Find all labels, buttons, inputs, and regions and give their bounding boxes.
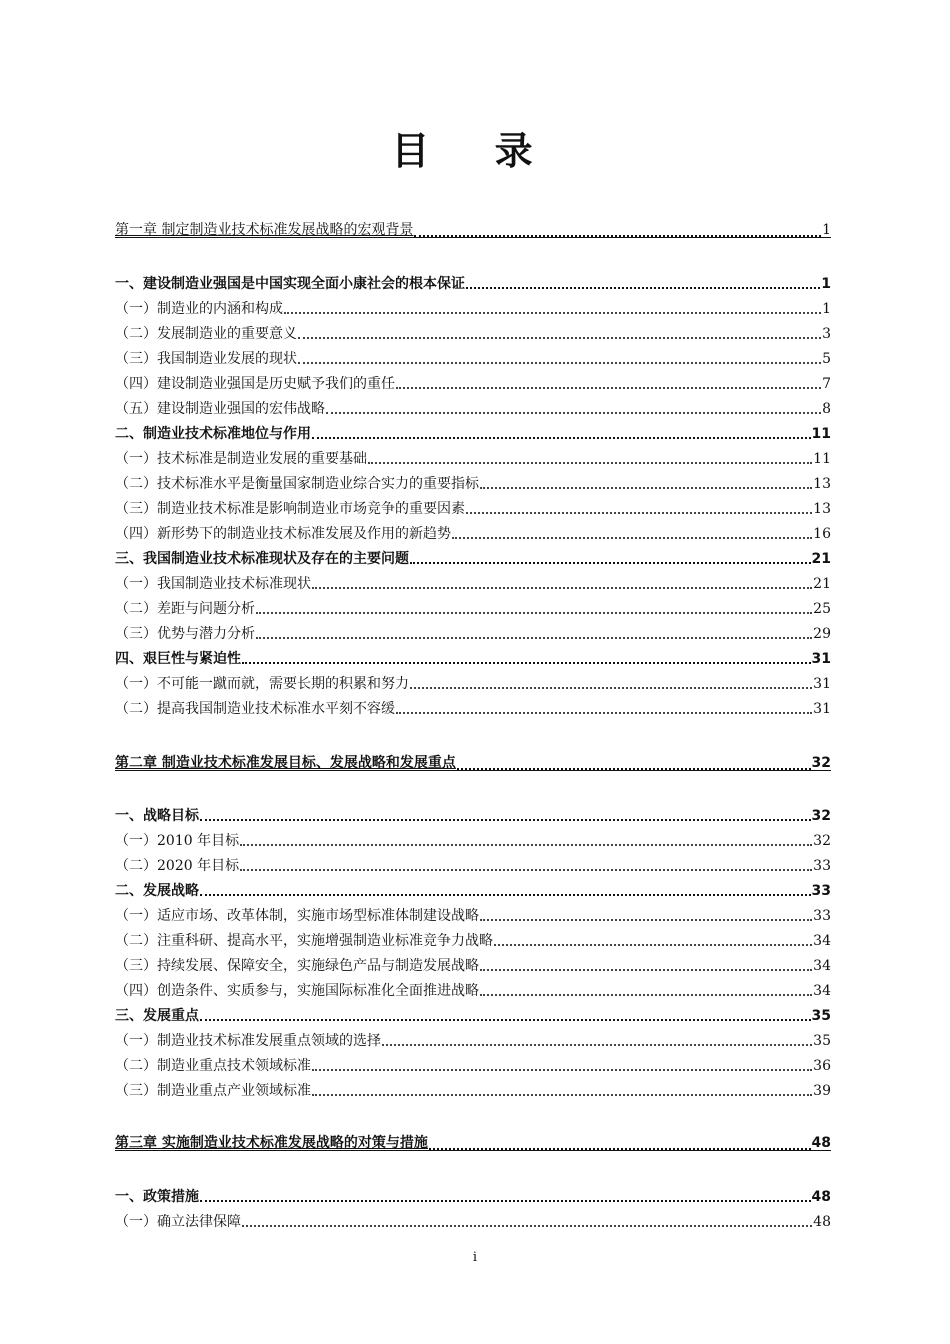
toc-leader-dots [410, 687, 812, 689]
toc-leader-dots [480, 969, 812, 971]
toc-leader-dots [240, 844, 812, 846]
toc-leader-dots [494, 944, 812, 946]
toc-subsection-entry[interactable] [115, 978, 831, 1000]
toc-entry-page-number: 32 [813, 833, 831, 849]
toc-entry-page-number: 1 [821, 276, 831, 292]
toc-leader-dots [452, 537, 812, 539]
toc-leader-dots [396, 387, 821, 389]
toc-entry-page-number: 11 [811, 426, 831, 442]
toc-leader-dots [200, 1019, 811, 1021]
toc-entry-label: （一）适应市场、改革体制，实施市场型标准体制建设战略 [115, 908, 479, 924]
toc-leader-dots [368, 462, 812, 464]
toc-subsection-entry[interactable] [115, 1028, 831, 1050]
toc-entry-label: （二）发展制造业的重要意义 [115, 326, 297, 342]
toc-section-entry[interactable] [115, 1003, 831, 1025]
page-number-footer: i [472, 1250, 478, 1265]
toc-section-entry[interactable] [115, 803, 831, 825]
toc-subsection-entry[interactable] [115, 1078, 831, 1100]
toc-entry-label: （四）创造条件、实质参与，实施国际标准化全面推进战略 [115, 983, 479, 999]
toc-entry-label: （一）不可能一蹴而就，需要长期的积累和努力 [115, 676, 409, 692]
toc-leader-dots [242, 1225, 812, 1227]
toc-entry-label: （二）差距与问题分析 [115, 601, 255, 617]
toc-section-entry[interactable] [115, 646, 831, 668]
toc-entry-page-number: 33 [813, 908, 831, 924]
toc-entry-label: （三）优势与潜力分析 [115, 626, 255, 642]
toc-subsection-entry[interactable] [115, 828, 831, 850]
toc-subsection-entry[interactable] [115, 953, 831, 975]
toc-entry-page-number: 25 [813, 601, 831, 617]
toc-entry-page-number: 13 [813, 501, 831, 517]
toc-subsection-entry[interactable] [115, 928, 831, 950]
toc-subsection-entry[interactable] [115, 346, 831, 368]
toc-subsection-entry[interactable] [115, 853, 831, 875]
toc-entry-page-number: 33 [813, 858, 831, 874]
toc-entry-label: （一）2010 年目标 [115, 833, 240, 849]
toc-leader-dots [256, 612, 812, 614]
toc-entry-label: （一）我国制造业技术标准现状 [115, 576, 311, 592]
toc-chapter-entry[interactable] [115, 750, 831, 772]
toc-entry-label: （三）制造业重点产业领域标准 [115, 1083, 311, 1099]
toc-entry-page-number: 32 [811, 808, 831, 824]
toc-chapter-entry[interactable] [115, 1130, 831, 1152]
toc-leader-dots [312, 437, 811, 439]
toc-subsection-entry[interactable] [115, 903, 831, 925]
toc-subsection-entry[interactable] [115, 1053, 831, 1075]
toc-entry-page-number: 21 [811, 551, 831, 567]
toc-entry-page-number: 5 [822, 351, 831, 367]
toc-leader-dots [414, 235, 821, 237]
toc-leader-dots [298, 362, 821, 364]
toc-section-entry[interactable] [115, 271, 831, 293]
toc-entry-page-number: 34 [813, 958, 831, 974]
toc-leader-dots [480, 487, 812, 489]
toc-leader-dots [429, 1148, 811, 1150]
toc-entry-page-number: 35 [811, 1008, 831, 1024]
toc-entry-page-number: 31 [813, 676, 831, 692]
toc-entry-page-number: 16 [813, 526, 831, 542]
toc-entry-page-number: 32 [811, 755, 831, 771]
toc-leader-dots [242, 662, 811, 664]
toc-entry-page-number: 48 [813, 1214, 831, 1230]
toc-entry-label: （二）制造业重点技术领域标准 [115, 1058, 311, 1074]
toc-entry-page-number: 21 [813, 576, 831, 592]
toc-entry-label: （二）2020 年目标 [115, 858, 240, 874]
toc-leader-dots [480, 994, 812, 996]
toc-leader-dots [457, 768, 811, 770]
toc-entry-page-number: 1 [822, 301, 831, 317]
toc-entry-page-number: 31 [813, 701, 831, 717]
toc-leader-dots [256, 637, 812, 639]
toc-entry-page-number: 48 [811, 1135, 831, 1151]
toc-subsection-entry[interactable] [115, 671, 831, 693]
page-title: 目 录 [391, 129, 559, 173]
toc-entry-label: 三、我国制造业技术标准现状及存在的主要问题 [115, 551, 409, 567]
toc-entry-page-number: 31 [811, 651, 831, 667]
toc-entry-page-number: 34 [813, 933, 831, 949]
toc-entry-label: 三、发展重点 [115, 1008, 199, 1024]
toc-entry-label: 四、艰巨性与紧迫性 [115, 651, 241, 667]
toc-subsection-entry[interactable] [115, 321, 831, 343]
toc-entry-page-number: 7 [822, 376, 831, 392]
toc-entry-page-number: 48 [811, 1189, 831, 1205]
toc-entry-label: 一、政策措施 [115, 1189, 199, 1205]
toc-subsection-entry[interactable] [115, 571, 831, 593]
toc-entry-page-number: 36 [813, 1058, 831, 1074]
toc-entry-label: 二、发展战略 [115, 883, 199, 899]
toc-subsection-entry[interactable] [115, 696, 831, 718]
toc-subsection-entry[interactable] [115, 446, 831, 468]
toc-subsection-entry[interactable] [115, 1209, 831, 1231]
toc-section-entry[interactable] [115, 1184, 831, 1206]
toc-leader-dots [284, 312, 821, 314]
toc-entry-label: （三）制造业技术标准是影响制造业市场竞争的重要因素 [115, 501, 465, 517]
toc-leader-dots [200, 1200, 811, 1202]
toc-entry-page-number: 8 [822, 401, 831, 417]
toc-subsection-entry[interactable] [115, 296, 831, 318]
toc-leader-dots [396, 712, 812, 714]
toc-entry-label: 一、建设制造业强国是中国实现全面小康社会的根本保证 [115, 276, 465, 292]
toc-subsection-entry[interactable] [115, 496, 831, 518]
toc-entry-label: 第一章 制定制造业技术标准发展战略的宏观背景 [115, 222, 414, 238]
toc-entry-label: （一）确立法律保障 [115, 1214, 241, 1230]
toc-leader-dots [312, 1069, 812, 1071]
toc-entry-page-number: 35 [813, 1033, 831, 1049]
toc-leader-dots [312, 1094, 812, 1096]
toc-leader-dots [200, 819, 811, 821]
toc-leader-dots [312, 587, 812, 589]
toc-entry-label: （二）技术标准水平是衡量国家制造业综合实力的重要指标 [115, 476, 479, 492]
toc-entry-label: （四）建设制造业强国是历史赋予我们的重任 [115, 376, 395, 392]
toc-subsection-entry[interactable] [115, 596, 831, 618]
toc-entry-page-number: 11 [813, 451, 831, 467]
toc-section-entry[interactable] [115, 421, 831, 443]
toc-entry-label: 一、战略目标 [115, 808, 199, 824]
toc-leader-dots [466, 512, 812, 514]
toc-entry-label: （五）建设制造业强国的宏伟战略 [115, 401, 325, 417]
toc-section-entry[interactable] [115, 546, 831, 568]
toc-entry-label: （三）持续发展、保障安全，实施绿色产品与制造发展战略 [115, 958, 479, 974]
toc-entry-label: 第二章 制造业技术标准发展目标、发展战略和发展重点 [115, 755, 456, 771]
toc-entry-page-number: 1 [822, 222, 831, 238]
toc-subsection-entry[interactable] [115, 396, 831, 418]
toc-entry-page-number: 39 [813, 1083, 831, 1099]
toc-entry-label: （三）我国制造业发展的现状 [115, 351, 297, 367]
toc-entry-page-number: 34 [813, 983, 831, 999]
toc-subsection-entry[interactable] [115, 471, 831, 493]
toc-leader-dots [410, 562, 811, 564]
toc-entry-label: （一）制造业的内涵和构成 [115, 301, 283, 317]
toc-leader-dots [382, 1044, 812, 1046]
toc-leader-dots [326, 412, 821, 414]
toc-entry-label: （二）提高我国制造业技术标准水平刻不容缓 [115, 701, 395, 717]
toc-leader-dots [466, 287, 820, 289]
toc-entry-label: （二）注重科研、提高水平，实施增强制造业标准竞争力战略 [115, 933, 493, 949]
toc-entry-label: 第三章 实施制造业技术标准发展战略的对策与措施 [115, 1135, 428, 1151]
toc-leader-dots [480, 919, 812, 921]
toc-section-entry[interactable] [115, 878, 831, 900]
toc-chapter-entry[interactable] [115, 217, 831, 239]
toc-entry-label: （一）技术标准是制造业发展的重要基础 [115, 451, 367, 467]
toc-subsection-entry[interactable] [115, 621, 831, 643]
toc-subsection-entry[interactable] [115, 521, 831, 543]
toc-leader-dots [200, 894, 811, 896]
toc-subsection-entry[interactable] [115, 371, 831, 393]
toc-entry-label: （一）制造业技术标准发展重点领域的选择 [115, 1033, 381, 1049]
toc-entry-page-number: 29 [813, 626, 831, 642]
toc-entry-page-number: 13 [813, 476, 831, 492]
toc-entry-label: 二、制造业技术标准地位与作用 [115, 426, 311, 442]
toc-leader-dots [298, 337, 821, 339]
toc-leader-dots [240, 869, 812, 871]
toc-entry-page-number: 3 [822, 326, 831, 342]
toc-entry-label: （四）新形势下的制造业技术标准发展及作用的新趋势 [115, 526, 451, 542]
toc-entry-page-number: 33 [811, 883, 831, 899]
